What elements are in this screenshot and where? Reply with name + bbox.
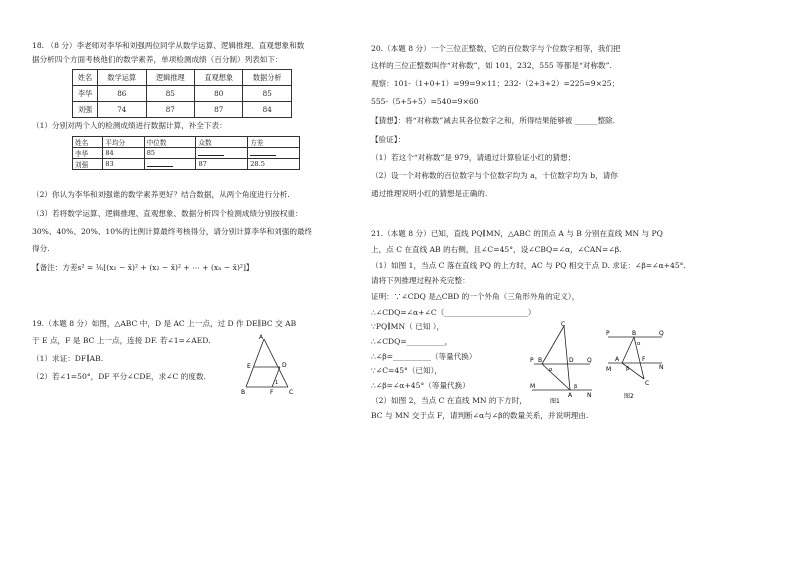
q20-verify-2-line2: 通过推理说明小红的猜想是正确的. bbox=[371, 189, 488, 198]
q19-part1: （1）求证：DF∥AB. bbox=[32, 354, 104, 363]
proof-step-7: ∴∠β=∠α+45°（等量代换） bbox=[371, 381, 470, 390]
table-row bbox=[73, 148, 300, 159]
header-cell: 方差 bbox=[248, 137, 300, 148]
q21-line1: 21.（本题 8 分）已知，直线 PQ∥MN，△ABC 的顶点 A 与 B 分别在直线 MN 与 PQ bbox=[371, 229, 663, 238]
answer-blank[interactable] bbox=[196, 148, 248, 159]
table-cell: 84 bbox=[103, 148, 144, 159]
fig1-caption: 图1 bbox=[550, 398, 560, 404]
q18-intro-line1: 18. （8 分）李老师对李华和刘强两位同学从数学运算、逻辑推理、直观想象和数 bbox=[32, 41, 305, 50]
label-E: E bbox=[247, 363, 251, 370]
score-table-header bbox=[73, 70, 292, 86]
q20-verify-1: （1）若这个“对称数”是 979，请通过计算验证小红的猜想； bbox=[371, 153, 576, 162]
label-D: D bbox=[282, 362, 287, 369]
q21-part2-line1: （2）如图 2，当点 C 在直线 MN 的下方时， bbox=[371, 396, 527, 405]
answer-blank[interactable] bbox=[144, 159, 196, 170]
fig1-label-P: P bbox=[530, 357, 534, 364]
fig2-label-N: N bbox=[659, 364, 664, 371]
table-cell: 85 bbox=[243, 86, 292, 102]
table-row bbox=[73, 159, 300, 170]
fig2-label-M: M bbox=[606, 366, 612, 373]
table-cell: 74 bbox=[98, 102, 146, 118]
q18-part2: （2）你认为李华和刘强谁的数学素养更好？结合数据，从两个角度进行分析. bbox=[32, 190, 290, 199]
table-cell: 87 bbox=[196, 159, 248, 170]
answer-blank[interactable] bbox=[248, 148, 300, 159]
proof-step-1: 证明：∵∠CDQ 是△CBD 的一个外角（三角形外角的定义）， bbox=[371, 292, 580, 301]
fig2-caption: 图2 bbox=[624, 393, 634, 400]
fig2-beta: β bbox=[626, 366, 630, 372]
fig1-label-Q: Q bbox=[587, 357, 592, 364]
fig1-label-D: D bbox=[569, 357, 574, 364]
fig1-label-A: A bbox=[568, 392, 573, 399]
fig2-label-A: A bbox=[615, 356, 620, 363]
header-cell: 数据分析 bbox=[243, 70, 292, 86]
angle-1-label: 1 bbox=[275, 380, 279, 386]
q19-line1: 19.（本题 8 分）如图，△ABC 中，D 是 AC 上一点，过 D 作 DE∥BC 交 AB bbox=[32, 319, 297, 328]
fig1-label-C: C bbox=[561, 321, 566, 328]
header-cell: 平均分 bbox=[103, 137, 144, 148]
proof-step-6: ∵∠C=45°（已知）， bbox=[371, 366, 442, 375]
fig1-beta: β bbox=[574, 384, 578, 390]
header-cell: 中位数 bbox=[144, 137, 196, 148]
stats-table bbox=[72, 136, 300, 170]
table-cell: 83 bbox=[103, 159, 144, 170]
variance-note: 【备注：方差s² = ¹⁄ₙ[(x₁ − x̄)² + (x₂ − x̄)² + ⋯ + (xₙ − x̄)²]】 bbox=[32, 263, 254, 272]
triangle-figure-19 bbox=[236, 333, 298, 397]
q19-part2: （2）若∠1=50°，DF 平分∠CDE，求∠C 的度数. bbox=[32, 372, 206, 381]
table-cell: 87 bbox=[146, 102, 194, 118]
table-cell: 86 bbox=[98, 86, 146, 102]
figure-1 bbox=[530, 320, 594, 404]
proof-step-3: ∵PQ∥MN（ 已知 ）， bbox=[371, 322, 445, 331]
header-cell: 姓名 bbox=[73, 137, 103, 148]
proof-step-5: ∴∠β=__________（等量代换） bbox=[371, 352, 477, 361]
fig1-label-N: N bbox=[587, 392, 592, 399]
q21-part2-line2: BC 与 MN 交于点 F，请判断∠α与∠β的数量关系，并说明理由. bbox=[371, 411, 589, 420]
table-cell: 85 bbox=[144, 148, 196, 159]
fig1-label-B: B bbox=[538, 357, 543, 364]
q19-line2: 于 E 点，F 是 BC 上一点，连接 DF. 若∠1=∠AED. bbox=[32, 336, 211, 345]
fig1-label-M: M bbox=[530, 383, 536, 390]
figure-2 bbox=[606, 325, 664, 401]
fig2-label-F: F bbox=[642, 356, 646, 363]
fig2-label-P: P bbox=[606, 330, 610, 337]
label-A: A bbox=[259, 334, 264, 341]
q18-intro-line2: 据分析四个方面考核他们的数学素养，单项检测成绩（百分制）列表如下： bbox=[32, 55, 283, 64]
header-cell: 众数 bbox=[196, 137, 248, 148]
table-row bbox=[73, 102, 292, 118]
q20-guess: 【猜想】：将“对称数”减去其各位数字之和，所得结果能够被 ______整除. bbox=[371, 116, 616, 125]
table-cell: 刘强 bbox=[73, 102, 98, 118]
table-cell: 28.5 bbox=[248, 159, 300, 170]
table-cell: 刘强 bbox=[73, 159, 103, 170]
q20-line3: 观察：101-（1+0+1）=99=9×11；232-（2+3+2）=225=9×25； bbox=[371, 79, 620, 88]
label-B: B bbox=[241, 389, 246, 396]
q20-line4: 555-（5+5+5）=540=9×60 bbox=[371, 97, 479, 106]
table-cell: 李华 bbox=[73, 86, 98, 102]
table-cell: 李华 bbox=[73, 148, 103, 159]
header-cell: 姓名 bbox=[73, 70, 98, 86]
q20-verify-2-line1: （2）设一个对称数的百位数字与个位数字均为 a，十位数字均为 b，请你 bbox=[371, 171, 618, 180]
table-cell: 80 bbox=[195, 86, 243, 102]
q20-verify: 【验证】： bbox=[371, 135, 406, 144]
table-cell: 85 bbox=[146, 86, 194, 102]
table-cell: 87 bbox=[195, 102, 243, 118]
q21-line2: 上，点 C 在直线 AB 的右侧，且∠C=45°，设∠CBQ=∠α，∠CAN=∠β. bbox=[371, 245, 622, 254]
fig2-label-Q: Q bbox=[659, 330, 664, 337]
table-row bbox=[73, 86, 292, 102]
q20-line1: 20.（本题 8 分）一个三位正整数，它的百位数字与个位数字相等，我们把 bbox=[371, 44, 621, 53]
header-cell: 直观想象 bbox=[195, 70, 243, 86]
q18-part1: （1）分别对两个人的检测成绩进行数据计算，补全下表： bbox=[32, 121, 227, 130]
label-C: C bbox=[289, 389, 294, 396]
stats-table-header bbox=[73, 137, 300, 148]
fig2-label-C: C bbox=[645, 380, 650, 387]
score-table bbox=[72, 69, 292, 118]
header-cell: 逻辑推理 bbox=[146, 70, 194, 86]
fig2-label-B: B bbox=[632, 330, 637, 337]
q18-part3-line1: （3）若将数学运算、逻辑推理、直观想象、数据分析四个检测成绩分别按权重： bbox=[32, 209, 303, 218]
header-cell: 数学运算 bbox=[98, 70, 146, 86]
label-F: F bbox=[270, 389, 274, 396]
proof-step-4: ∴∠CDQ=__________， bbox=[371, 337, 453, 346]
fig1-alpha: α bbox=[549, 367, 553, 373]
q18-part3-line2: 30%、40%、20%、10%的比例计算最终考核得分，请分别计算李华和刘强的最终 bbox=[32, 227, 313, 236]
fig2-alpha: α bbox=[637, 341, 641, 347]
q21-part1-line1: （1）如图 1，当点 C 落在直线 PQ 的上方时，AC 与 PQ 相交于点 D. 求证：∠β=∠α+45°. bbox=[371, 261, 686, 270]
q18-part3-line3: 得分. bbox=[32, 244, 50, 253]
proof-step-2: ∴∠CDQ=∠α+∠C（______________________） bbox=[371, 308, 536, 317]
q20-line2: 这样的三位正整数叫作“对称数”，如 101，232，555 等都是“对称数”. bbox=[371, 61, 612, 70]
q21-part1-line2: 请将下列推理过程补充完整： bbox=[371, 276, 470, 285]
table-cell: 84 bbox=[243, 102, 292, 118]
